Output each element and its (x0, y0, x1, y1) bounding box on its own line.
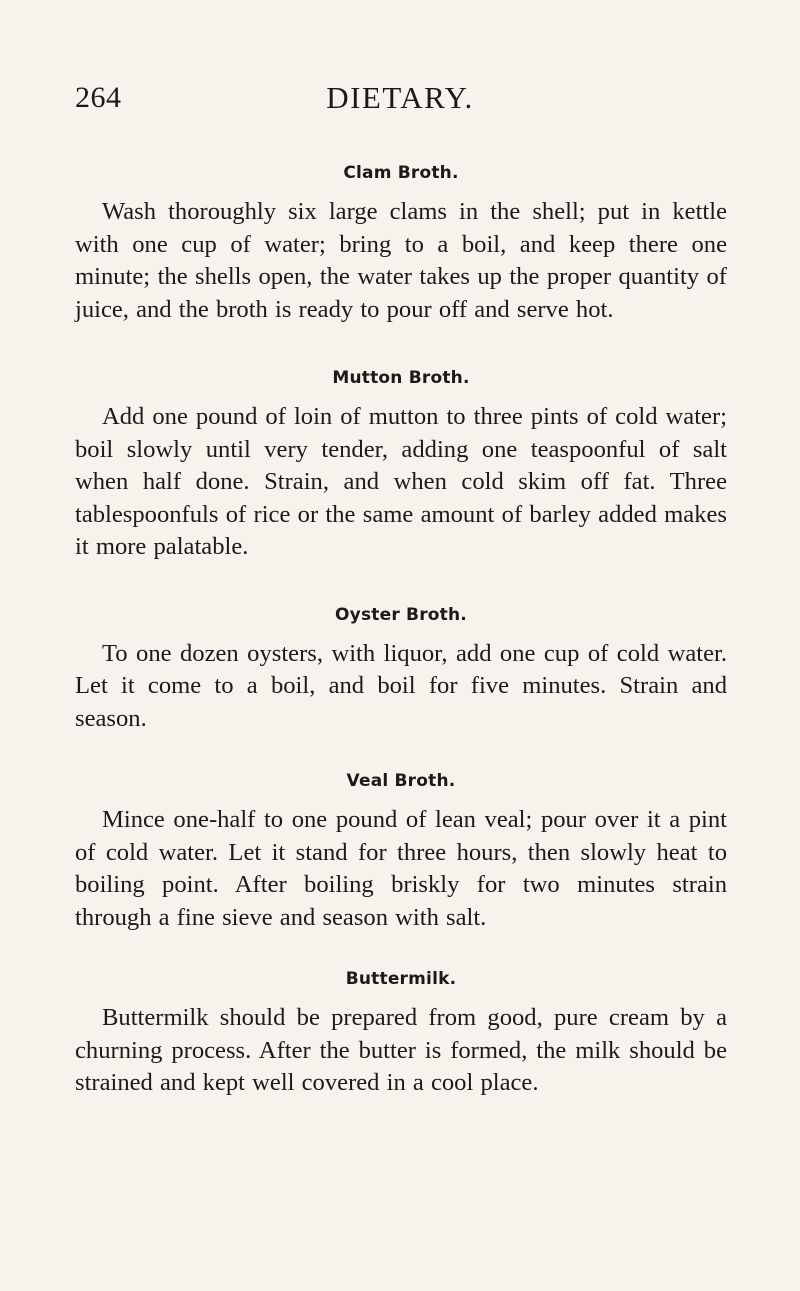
recipe-veal-broth (75, 770, 727, 934)
running-head (75, 78, 725, 118)
recipe-title: Oyster Broth. (335, 604, 467, 625)
recipe-text: Add one pound of loin of mutton to three pints of cold water; boil slowly until very tender, adding one teaspoonful of salt when half done. Strain, and when cold skim off fat. Three tablespoonfuls of rice or the same amount of barley added makes it more palatable. (75, 403, 727, 560)
recipe-title: Veal Broth. (346, 771, 456, 791)
running-title: DIETARY. (326, 80, 474, 115)
recipe-mutton-broth (75, 367, 727, 564)
recipe-clam-broth (75, 162, 727, 326)
recipe-oyster-broth (75, 604, 727, 736)
page-number: 264 (75, 81, 122, 114)
recipe-text: Buttermilk should be prepared from good, pure cream by a churning process. After the butter is formed, the milk should be strained and kept well covered in a cool place. (75, 1004, 727, 1096)
recipe-text: To one dozen oysters, with liquor, add one cup of cold water. Let it come to a boil, and boil for five minutes. Strain and season. (75, 639, 727, 732)
page-content (75, 162, 727, 1100)
recipe-buttermilk (75, 968, 727, 1100)
recipe-title: Buttermilk. (345, 969, 457, 989)
recipe-title: Mutton Broth. (332, 368, 470, 388)
recipe-text: Mince one-half to one pound of lean veal; pour over it a pint of cold water. Let it stand for three hours, then slowly heat to boiling point. After boiling briskly for two minutes strain through a fine sieve and season with salt. (75, 806, 727, 931)
recipe-text: Wash thoroughly six large clams in the shell; put in kettle with one cup of water; bring to a boil, and keep there one minute; the shells open, the water takes up the proper quantity of juice, and the broth is ready to pour off and serve hot. (75, 198, 727, 323)
recipe-title: Clam Broth. (343, 163, 459, 183)
